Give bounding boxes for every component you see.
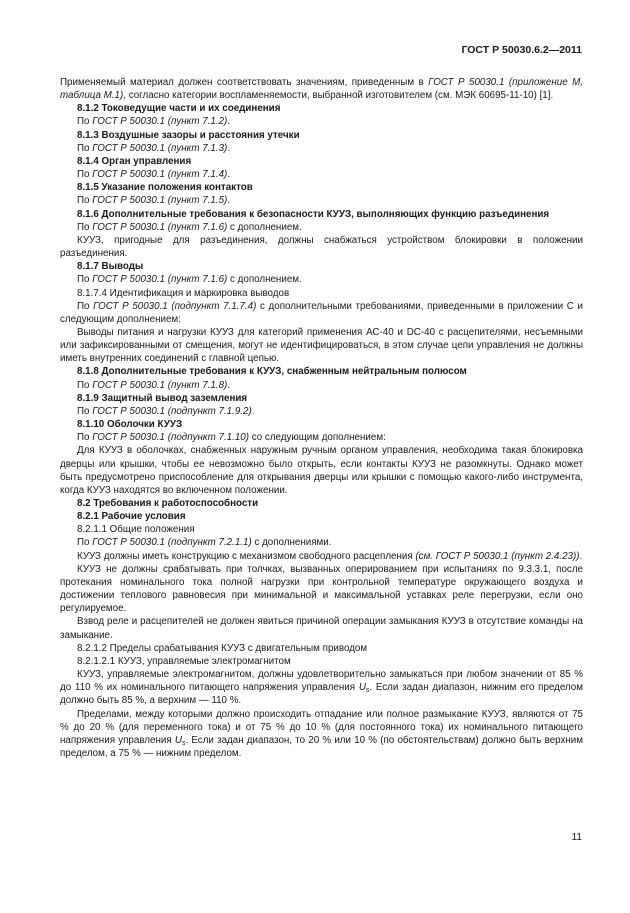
text-run: ГОСТ Р 50030.1 (пункт 7.1.5) xyxy=(92,195,228,207)
paragraph xyxy=(60,194,583,207)
text-run: . xyxy=(227,169,231,181)
section-heading xyxy=(60,102,583,115)
text-run: ГОСТ Р 50030.1 (пункт 7.1.2) xyxy=(92,116,228,128)
text-run: s xyxy=(181,739,186,747)
paragraph xyxy=(60,642,583,655)
text-run: По xyxy=(77,195,93,207)
text-run: с дополнительными требованиями, приведенными в приложении С и следующим дополнением: xyxy=(60,300,583,325)
text-run: 8.1.10 Оболочки КУУЗ xyxy=(77,419,183,431)
text-run: 8.1.9 Защитный вывод заземления xyxy=(77,392,248,404)
paragraph xyxy=(60,76,583,102)
paragraph xyxy=(60,444,583,497)
paragraph xyxy=(60,523,583,536)
text-run: 8.2 Требования к работоспособности xyxy=(77,498,259,509)
text-run: U xyxy=(174,734,182,746)
paragraph xyxy=(60,615,583,641)
text-run: 8.2.1.2.1 КУУЗ, управляемые электромагнитом xyxy=(77,655,291,667)
text-run: (см. ГОСТ Р 50030.1 (пункт 2.4.23)) xyxy=(415,550,580,562)
standard-header: ГОСТ Р 50030.6.2—2011 xyxy=(461,44,582,56)
page-number: 11 xyxy=(571,832,582,843)
paragraph xyxy=(60,536,583,549)
section-heading xyxy=(60,260,583,273)
text-run: ГОСТ Р 50030.1 (пункт 7.1.6) xyxy=(92,274,228,286)
text-run: По xyxy=(77,432,93,444)
text-run: с дополнением. xyxy=(227,221,302,233)
paragraph xyxy=(60,550,583,563)
text-run: 8.2.1 Рабочие условия xyxy=(77,511,186,523)
text-run: КУУЗ не должны срабатывать при толчках, вызванных оперированием при испытаниях по 9.3.3.1, после протекания номинального тока полной нагрузки при контрольной температуре окружающего воздуха и достижении теплового равновесия при минимальной и максимальной уставках реле перегрузки, если оно регулируемое. xyxy=(60,563,583,615)
text-run: ГОСТ Р 50030.1 (подпункт 7.1.10) xyxy=(92,432,250,444)
paragraph xyxy=(60,563,583,616)
text-run: Для КУУЗ в оболочках, снабженных наружным ручным органом управления, необходима такая блокировка дверцы или крышки, чтобы ее невозможно было открыть, если контакты КУУЗ не разомкнуты. Однако может быть предусмотрено приспособление для открывания дверцы или крышки с помощью какого-либо инструмента, когда КУУЗ находятся во включенном положении. xyxy=(60,445,583,496)
text-run: ГОСТ Р 50030.1 (пункт 7.1.8) xyxy=(92,379,228,391)
text-run: 8.1.8 Дополнительные требования к КУУЗ, снабженным нейтральным полюсом xyxy=(77,366,467,378)
text-run: s xyxy=(365,687,370,695)
section-heading xyxy=(60,510,583,523)
section-heading xyxy=(60,129,583,142)
section-heading xyxy=(60,497,583,510)
paragraph xyxy=(60,115,583,128)
text-run: По xyxy=(77,142,93,154)
text-run: , согласно категории воспламеняемости, выбранной изготовителем (см. МЭК 60695-11-10) [1]. xyxy=(123,90,554,102)
paragraph xyxy=(60,655,583,668)
text-run: ГОСТ Р 50030.1 (пункт 7.1.4) xyxy=(92,169,228,181)
text-run: . xyxy=(227,116,231,128)
paragraph xyxy=(60,405,583,418)
text-run: По xyxy=(77,221,93,233)
text-run: . Если задан диапазон, то 20 % или 10 % (по обстоятельствам) должно быть верхним пределом, а 75 % — нижним пределом. xyxy=(60,734,584,759)
text-run: ГОСТ Р 50030.1 (приложение М, таблица М.1) xyxy=(60,77,583,102)
text-run: По xyxy=(77,274,93,286)
document-body xyxy=(60,76,583,760)
text-run: . xyxy=(227,379,231,391)
text-run: КУУЗ, управляемые электромагнитом, должны удовлетворительно замыкаться при любом значении от 85 % до 110 % их номинального питающего напряжения управления xyxy=(60,669,583,694)
text-run: 8.1.5 Указание положения контактов xyxy=(77,182,253,194)
paragraph xyxy=(60,326,583,365)
paragraph xyxy=(60,668,583,707)
text-run: По xyxy=(77,116,93,128)
paragraph xyxy=(60,287,583,300)
text-run: По xyxy=(77,379,93,391)
section-heading xyxy=(60,392,583,405)
text-run: ГОСТ Р 50030.1 (пункт 7.1.6) xyxy=(92,221,228,233)
text-run: . xyxy=(227,195,231,207)
paragraph xyxy=(60,273,583,286)
paragraph xyxy=(60,431,583,444)
text-run: с дополнением. xyxy=(227,274,302,286)
section-heading xyxy=(60,155,583,168)
section-heading xyxy=(60,181,583,194)
text-run: 8.2.1.1 Общие положения xyxy=(77,524,195,536)
text-run: 8.1.7.4 Идентификация и маркировка выводов xyxy=(77,287,290,299)
text-run: 8.1.6 Дополнительные требования к безопасности КУУЗ, выполняющих функцию разъединения xyxy=(77,208,550,220)
text-run: КУУЗ, пригодные для разъединения, должны снабжаться устройством блокировки в положении разъединения. xyxy=(60,234,583,260)
paragraph xyxy=(60,708,583,761)
text-run: Применяемый материал должен соответствовать значениям, приведенным в xyxy=(60,77,429,88)
paragraph xyxy=(60,300,583,326)
text-run: 8.1.2 Токоведущие части и их соединения xyxy=(77,103,281,115)
section-heading xyxy=(60,208,583,221)
paragraph xyxy=(60,168,583,181)
text-run: . xyxy=(251,405,255,417)
paragraph xyxy=(60,379,583,392)
section-heading xyxy=(60,418,583,431)
text-run: с дополнениями. xyxy=(251,537,332,549)
text-run: По xyxy=(77,169,93,181)
text-run: . Если задан диапазон, нижним его пределом должно быть 85 %, а верхним — 110 %. xyxy=(60,682,583,707)
text-run: ГОСТ Р 50030.1 (подпункт 7.1.7.4) xyxy=(93,300,257,312)
paragraph xyxy=(60,234,583,260)
text-run: Взвод реле и расцепителей не должен явиться причиной операции замыкания КУУЗ в отсутствие команды на замыкание. xyxy=(60,616,583,641)
text-run: По xyxy=(77,300,94,312)
text-run: ГОСТ Р 50030.1 (пункт 7.1.3) xyxy=(92,142,228,154)
text-run: По xyxy=(77,537,93,549)
text-run: 8.1.3 Воздушные зазоры и расстояния утечки xyxy=(77,129,300,141)
text-run: ГОСТ Р 50030.1 (подпункт 7.2.1.1) xyxy=(92,537,252,549)
text-run: 8.2.1.2 Пределы срабатывания КУУЗ с двигательным приводом xyxy=(77,642,368,654)
text-run: Выводы питания и нагрузки КУУЗ для категорий применения АС-40 и DC-40 с расцепителями, несъемными или зафиксированными от смещения, могут не идентифицироваться, в этом случае цепи управления не должны иметь внутренних соединений с главной цепью. xyxy=(60,326,583,365)
text-run: 8.1.7 Выводы xyxy=(77,261,144,273)
text-run: . xyxy=(579,550,583,562)
text-run: По xyxy=(77,405,93,417)
section-heading xyxy=(60,365,583,378)
text-run: U xyxy=(358,682,366,694)
text-run: Пределами, между которыми должно происходить отпадание или полное размыкание КУУЗ, являются от 75 % до 20 % (для переменного тока) и от 75 % до 10 % (для постоянного тока) их номинального питающего напряжения управления xyxy=(60,708,583,746)
text-run: ГОСТ Р 50030.1 (подпункт 7.1.9.2) xyxy=(92,405,252,417)
text-run: . xyxy=(227,142,231,154)
text-run: 8.1.4 Орган управления xyxy=(77,155,192,167)
text-run: КУУЗ должны иметь конструкцию с механизмом свободного расцепления xyxy=(77,550,416,562)
text-run: со следующим дополнением: xyxy=(249,432,386,444)
paragraph xyxy=(60,221,583,234)
paragraph xyxy=(60,142,583,155)
